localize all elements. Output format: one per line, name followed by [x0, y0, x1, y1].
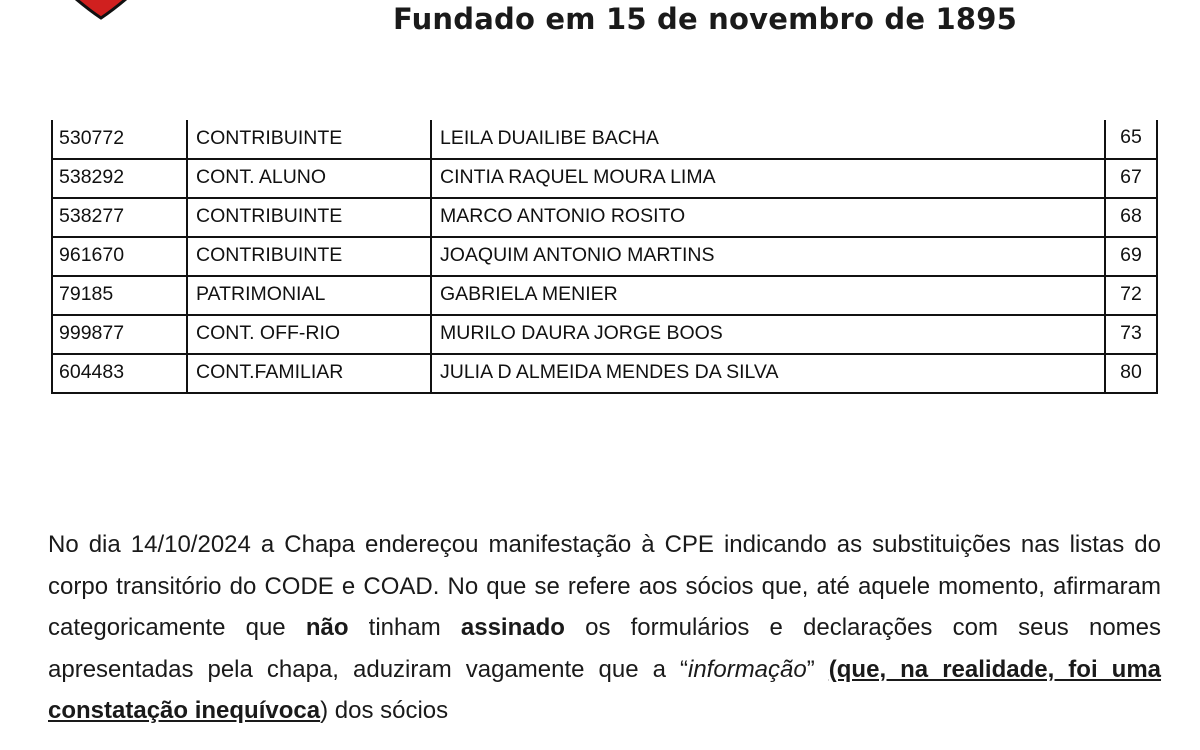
member-id-cell: 79185	[52, 276, 187, 315]
member-id-cell: 530772	[52, 120, 187, 159]
text: No dia 14/10/2024 a Chapa endereçou manifestação à CPE indicando as substituições nas listas do corpo transitório do CODE e COAD. No que se refere aos sócios que, até aquele momento, afirmaram categoricamente que	[48, 531, 1161, 641]
number-cell: 73	[1105, 315, 1157, 354]
category-cell: CONT. ALUNO	[187, 159, 431, 198]
table-row	[52, 237, 1157, 276]
number-cell: 80	[1105, 354, 1157, 393]
table-row	[52, 159, 1157, 198]
number-cell: 65	[1105, 120, 1157, 159]
name-cell: GABRIELA MENIER	[431, 276, 1105, 315]
number-cell: 72	[1105, 276, 1157, 315]
name-cell: MURILO DAURA JORGE BOOS	[431, 315, 1105, 354]
text: ”	[806, 655, 829, 683]
category-cell: CONT.FAMILIAR	[187, 354, 431, 393]
body-paragraph	[48, 524, 1161, 732]
member-id-cell: 538277	[52, 198, 187, 237]
table-row	[52, 198, 1157, 237]
number-cell: 68	[1105, 198, 1157, 237]
header-title: Fundado em 15 de novembro de 1895	[393, 2, 1017, 36]
member-id-cell: 961670	[52, 237, 187, 276]
member-id-cell: 604483	[52, 354, 187, 393]
category-cell: CONT. OFF-RIO	[187, 315, 431, 354]
category-cell: CONTRIBUINTE	[187, 237, 431, 276]
name-cell: LEILA DUAILIBE BACHA	[431, 120, 1105, 159]
bold-text: não	[305, 614, 349, 641]
bold-text: assinado	[460, 614, 565, 641]
name-cell: MARCO ANTONIO ROSITO	[431, 198, 1105, 237]
number-cell: 67	[1105, 159, 1157, 198]
name-cell: JULIA D ALMEIDA MENDES DA SILVA	[431, 354, 1105, 393]
text: tinham	[348, 614, 461, 641]
underlined-bold-text: (que, na realidade, foi uma constatação inequívoca	[48, 655, 1162, 724]
table-row	[52, 315, 1157, 354]
name-cell: JOAQUIM ANTONIO MARTINS	[431, 237, 1105, 276]
text: ) dos sócios	[320, 697, 449, 724]
member-id-cell: 999877	[52, 315, 187, 354]
member-id-cell: 538292	[52, 159, 187, 198]
table-row	[52, 120, 1157, 159]
club-crest-logo	[66, 0, 136, 20]
category-cell: CONTRIBUINTE	[187, 120, 431, 159]
text: os formulários e declarações com seus nomes apresentadas pela chapa, aduziram vagamente que a “	[48, 614, 1162, 683]
category-cell: PATRIMONIAL	[187, 276, 431, 315]
members-table	[51, 120, 1158, 394]
italic-text: informação	[688, 655, 807, 683]
name-cell: CINTIA RAQUEL MOURA LIMA	[431, 159, 1105, 198]
table-row	[52, 276, 1157, 315]
table-row	[52, 354, 1157, 393]
number-cell: 69	[1105, 237, 1157, 276]
category-cell: CONTRIBUINTE	[187, 198, 431, 237]
